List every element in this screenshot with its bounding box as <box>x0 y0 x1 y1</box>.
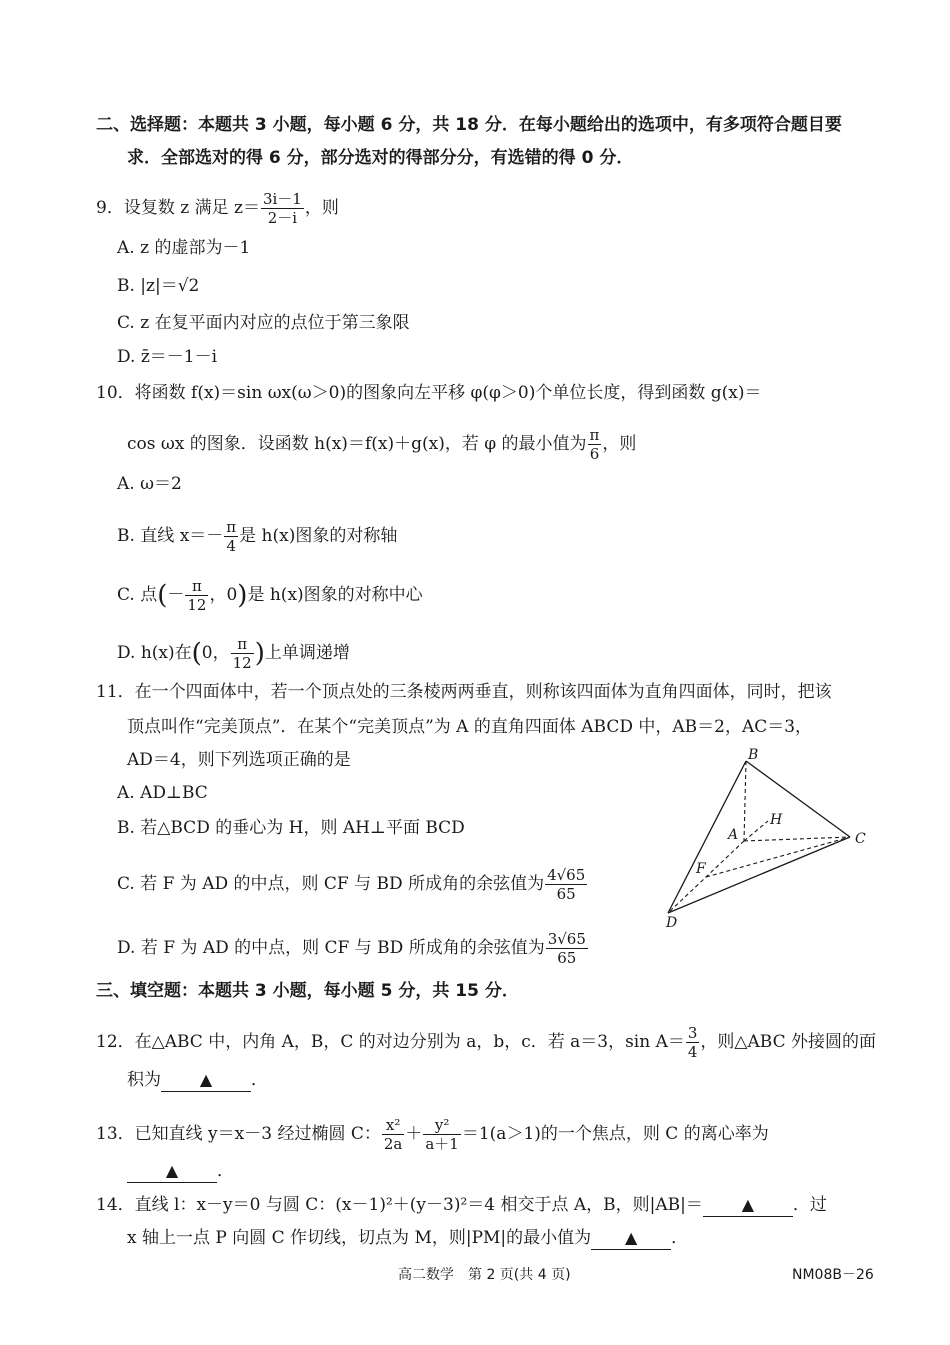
q10-option-d <box>117 635 350 672</box>
q10-c-num: π <box>185 577 208 596</box>
q12-text-end: ，则△ABC 外接圆的面 <box>700 1032 876 1052</box>
q10-c-end: 是 h(x)图象的对称中心 <box>247 585 423 605</box>
triangle-icon: ▲ <box>741 1195 755 1214</box>
q10-d-zero: 0， <box>201 643 230 663</box>
q11-d-num: 3√65 <box>547 930 586 948</box>
q10-d-lparen: ( <box>191 638 202 669</box>
q14-text-end: ．过 <box>792 1195 827 1215</box>
q13-frac2-num: y² <box>423 1116 461 1135</box>
q10-stem-line1: 10．将函数 f(x)＝sin ωx(ω＞0)的图象向左平移 φ(φ＞0)个单位长度，得到函数 g(x)＝ <box>96 383 762 403</box>
q11-d-text: D. 若 F 为 AD 的中点，则 CF 与 BD 所成角的余弦值为 <box>117 938 545 958</box>
q11-option-c <box>117 866 588 903</box>
label-f: F <box>696 861 706 877</box>
q10-d-den: 12 <box>232 654 252 672</box>
q9-frac-num: 3i－1 <box>262 190 302 208</box>
q10-c-rparen: ) <box>237 580 248 611</box>
q12-stem-line2 <box>127 1068 268 1092</box>
q13-frac2-den: a＋1 <box>425 1135 459 1153</box>
q10-c-lparen: ( <box>157 580 168 611</box>
q13-answer-blank[interactable] <box>127 1160 217 1183</box>
q10-d-rparen: ) <box>254 638 265 669</box>
label-h: H <box>770 812 783 828</box>
footer-page-number: 高二数学 第 2 页(共 4 页) <box>398 1267 571 1283</box>
q14-line2-end: ． <box>671 1228 689 1248</box>
section2-heading-line2: 求．全部选对的得 6 分，部分选对的得部分分，有选错的得 0 分． <box>127 148 634 168</box>
q9-option-a: A. z 的虚部为－1 <box>117 238 251 258</box>
q12-fraction <box>686 1024 700 1061</box>
q11-stem-line1: 11．在一个四面体中，若一个顶点处的三条棱两两垂直，则称该四面体为直角四面体，同时，把该 <box>96 682 832 702</box>
q9-option-b: B. |z|＝√2 <box>117 276 200 296</box>
q10-c-text: C. 点 <box>117 585 158 605</box>
label-c: C <box>855 831 866 847</box>
triangle-icon: ▲ <box>165 1161 179 1180</box>
q10-d-end: 上单调递增 <box>264 643 350 663</box>
q9-option-d: D. z̄＝－1－i <box>117 347 218 367</box>
q12-line2-end: ． <box>251 1070 268 1090</box>
q13-fraction-2 <box>423 1116 461 1153</box>
q10-fraction <box>588 426 602 463</box>
q13-stem-line2 <box>127 1159 234 1183</box>
q11-option-d <box>117 930 589 967</box>
q9-stem-text: 9．设复数 z 满足 z＝ <box>96 198 260 218</box>
q11-c-den: 65 <box>556 885 576 903</box>
q10-c-zero: ，0 <box>209 585 238 605</box>
section2-heading-line1: 二、选择题：本题共 3 小题，每小题 6 分，共 18 分．在每小题给出的选项中，有多项符合题目要 <box>96 115 842 135</box>
q11-c-num: 4√65 <box>547 866 586 884</box>
q10-d-num: π <box>231 635 254 654</box>
q10-b-fraction <box>224 518 238 555</box>
q12-den: 4 <box>687 1043 698 1061</box>
q10-option-b <box>117 518 397 555</box>
q12-stem-line1 <box>96 1024 876 1061</box>
q9-stem-end: ，则 <box>304 198 339 218</box>
q10-d-text: D. h(x)在 <box>117 643 192 663</box>
q12-text: 12．在△ABC 中，内角 A，B，C 的对边分别为 a，b，c．若 a＝3，sin A＝ <box>96 1032 685 1052</box>
q11-d-fraction <box>546 930 588 967</box>
q11-c-fraction <box>545 866 587 903</box>
label-d: D <box>666 915 678 930</box>
q10-frac-den: 6 <box>589 445 600 463</box>
q10-option-a: A. ω＝2 <box>117 474 182 494</box>
label-a: A <box>728 827 739 843</box>
q9-fraction <box>261 190 304 227</box>
q10-b-end: 是 h(x)图象的对称轴 <box>239 526 398 546</box>
q13-text: 13．已知直线 y＝x－3 经过椭圆 C： <box>96 1124 381 1144</box>
q10-line2-end: ，则 <box>602 434 637 454</box>
q11-c-text: C. 若 F 为 AD 的中点，则 CF 与 BD 所成角的余弦值为 <box>117 874 545 894</box>
q10-c-den: 12 <box>187 596 207 614</box>
q10-option-c <box>117 577 423 614</box>
q13-plus: ＋ <box>405 1124 423 1144</box>
q9-stem <box>96 190 339 227</box>
q12-answer-blank[interactable] <box>161 1069 251 1092</box>
q10-c-fraction <box>185 577 208 614</box>
q13-frac1-num: x² <box>382 1116 405 1135</box>
q11-stem-line3: AD＝4，则下列选项正确的是 <box>127 750 351 770</box>
q12-num: 3 <box>687 1024 698 1042</box>
q9-option-c: C. z 在复平面内对应的点位于第三象限 <box>117 313 410 333</box>
q10-b-den: 4 <box>226 537 236 555</box>
q10-d-fraction <box>231 635 254 672</box>
edge-ab <box>744 761 746 841</box>
q13-frac1-den: 2a <box>383 1135 403 1153</box>
q11-option-a: A. AD⊥BC <box>117 783 208 803</box>
q11-stem-line2: 顶点叫作“完美顶点”．在某个“完美顶点”为 A 的直角四面体 ABCD 中，AB＝2，AC＝3， <box>127 717 813 737</box>
section3-heading: 三、填空题：本题共 3 小题，每小题 5 分，共 15 分． <box>96 981 519 1001</box>
q14-stem-line1 <box>96 1193 827 1217</box>
q13-text-end: ＝1(a＞1)的一个焦点，则 C 的离心率为 <box>461 1124 769 1144</box>
q14-stem-line2 <box>127 1226 688 1250</box>
q10-c-minus: － <box>167 585 185 605</box>
q13-fraction-1 <box>382 1116 405 1153</box>
label-b: B <box>748 747 759 763</box>
q10-line2-text: cos ωx 的图象．设函数 h(x)＝f(x)＋g(x)，若 φ 的最小值为 <box>127 434 587 454</box>
q9-frac-den: 2－i <box>267 209 298 227</box>
q12-line2-text: 积为 <box>127 1070 161 1090</box>
q13-stem-line1 <box>96 1116 769 1153</box>
q11-option-b: B. 若△BCD 的垂心为 H，则 AH⊥平面 BCD <box>117 818 465 838</box>
q14-line2-text: x 轴上一点 P 向圆 C 作切线，切点为 M，则|PM|的最小值为 <box>127 1228 592 1248</box>
q14-answer-blank-1[interactable] <box>703 1194 793 1217</box>
triangle-icon: ▲ <box>199 1070 213 1089</box>
q10-b-text: B. 直线 x＝－ <box>117 526 224 546</box>
triangle-icon: ▲ <box>625 1228 638 1247</box>
tetrahedron-figure <box>660 745 880 930</box>
q14-answer-blank-2[interactable] <box>591 1227 671 1250</box>
q10-b-num: π <box>226 518 237 536</box>
edge-ac <box>744 837 850 841</box>
q10-stem-line2 <box>127 426 636 463</box>
q11-d-den: 65 <box>557 949 577 967</box>
footer-code: NM08B－26 <box>792 1267 874 1283</box>
edge-bc <box>746 761 850 837</box>
segment-ah <box>744 821 768 841</box>
q14-text: 14．直线 l：x－y＝0 与圆 C：(x－1)²＋(y－3)²＝4 相交于点 A，B，则|AB|＝ <box>96 1195 703 1215</box>
q10-frac-num: π <box>589 426 600 444</box>
q13-line2-end: ． <box>217 1161 234 1181</box>
